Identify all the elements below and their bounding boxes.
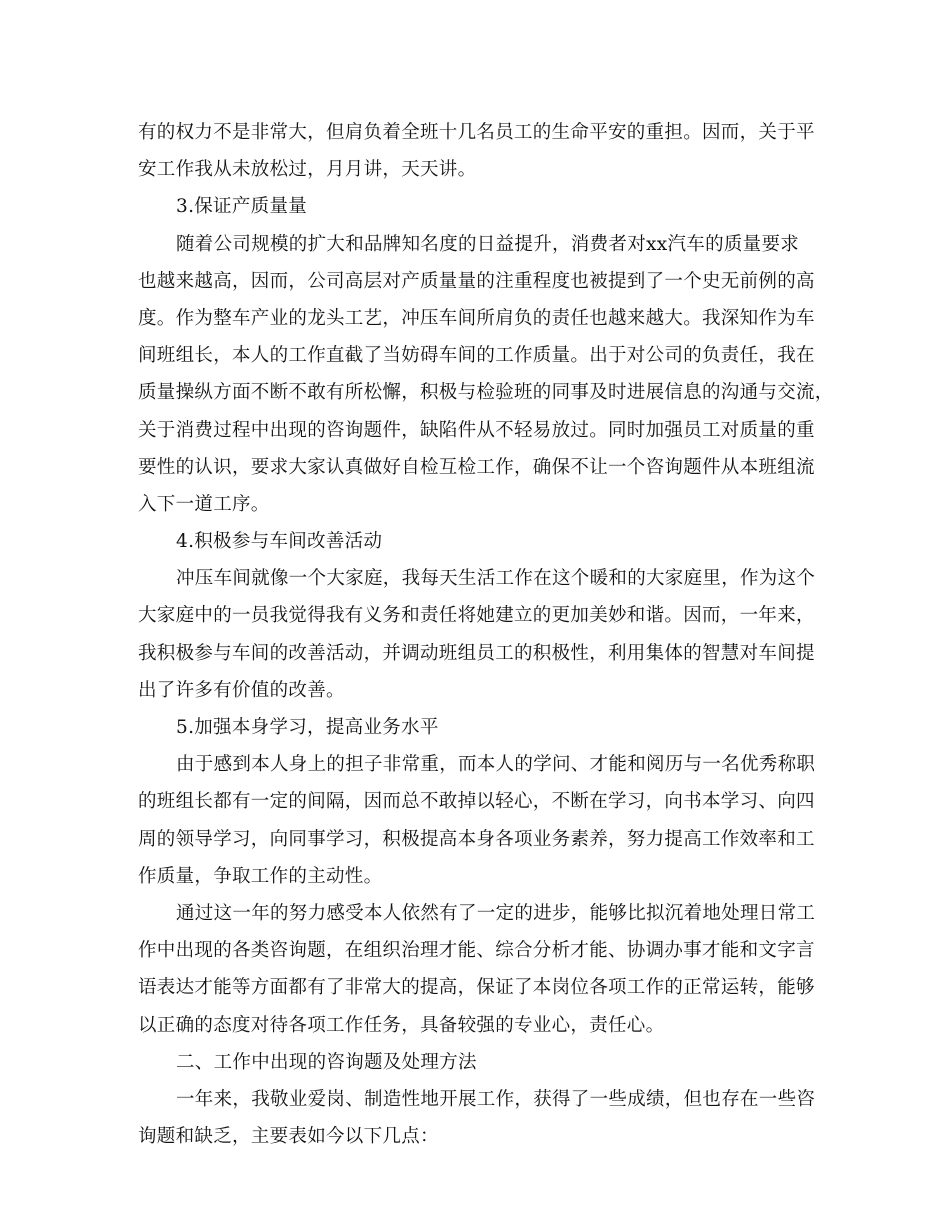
text-line: 由于感到本人身上的担子非常重，而本人的学问、才能和阅历与一名优秀称职 — [176, 754, 816, 776]
text-line: 5.加强本身学习，提高业务水平 — [176, 717, 439, 738]
text-line: 冲压车间就像一个大家庭，我每天生活工作在这个暖和的大家庭里，作为这个 — [176, 568, 816, 590]
text-line: 作质量，争取工作的主动性。 — [138, 865, 383, 887]
text-line: 一年来，我敬业爱岗、制造性地开展工作，获得了一些成绩，但也存在一些咨 — [176, 1088, 816, 1110]
text-line: 的班组长都有一定的间隔，因而总不敢掉以轻心，不断在学习，向书本学习、向四 — [138, 791, 815, 813]
text-line: 4.积极参与车间改善活动 — [176, 531, 383, 553]
text-line: 安工作我从未放松过，月月讲，天天讲。 — [138, 159, 477, 181]
text-line: 有的权力不是非常大，但肩负着全班十几名员工的生命平安的重担。因而，关于平 — [138, 122, 815, 143]
text-line: 出了许多有价值的改善。 — [138, 679, 345, 701]
text-line: 周的领导学习，向同事学习，积极提高本身各项业务素养，努力提高工作效率和工 — [138, 828, 815, 850]
text-line: 语表达才能等方面都有了非常大的提高，保证了本岗位各项工作的正常运转，能够 — [138, 977, 815, 999]
text-line: 通过这一年的努力感受本人依然有了一定的进步，能够比拟沉着地处理日常工 — [176, 902, 816, 924]
text-line: 作中出现的各类咨询题，在组织治理才能、综合分析才能、协调办事才能和文字言 — [138, 940, 815, 962]
text-line: 我积极参与车间的改善活动，并调动班组员工的积极性，利用集体的智慧对车间提 — [138, 642, 815, 664]
text-line: 质量操纵方面不断不敢有所松懈，积极与检验班的同事及时进展信息的沟通与交流， — [138, 382, 834, 404]
text-line: 入下一道工序。 — [138, 493, 270, 515]
text-line: 也越来越高，因而，公司高层对产质量量的注重程度也被提到了一个史无前例的高 — [138, 270, 815, 292]
text-line: 以正确的态度对待各项工作任务，具备较强的专业心，责任心。 — [138, 1014, 665, 1036]
document-body — [138, 114, 834, 1155]
text-line: 间班组长，本人的工作直截了当妨碍车间的工作质量。出于对公司的负责任，我在 — [138, 345, 815, 367]
text-line: 随着公司规模的扩大和品牌知名度的日益提升，消费者对xx汽车的质量要求 — [176, 233, 800, 255]
text-line: 度。作为整车产业的龙头工艺，冲压车间所肩负的责任也越来越大。我深知作为车 — [138, 307, 815, 329]
text-line: 要性的认识，要求大家认真做好自检互检工作，确保不让一个咨询题件从本班组流 — [138, 456, 815, 478]
text-line: 关于消费过程中出现的咨询题件，缺陷件从不轻易放过。同时加强员工对质量的重 — [138, 419, 815, 441]
text-line: 3.保证产质量量 — [176, 196, 308, 218]
text-line: 二、工作中出现的咨询题及处理方法 — [176, 1051, 477, 1073]
text-line: 大家庭中的一员我觉得我有义务和责任将她建立的更加美妙和谐。因而，一年来， — [138, 605, 815, 627]
text-line: 询题和缺乏，主要表如今以下几点： — [138, 1126, 439, 1148]
